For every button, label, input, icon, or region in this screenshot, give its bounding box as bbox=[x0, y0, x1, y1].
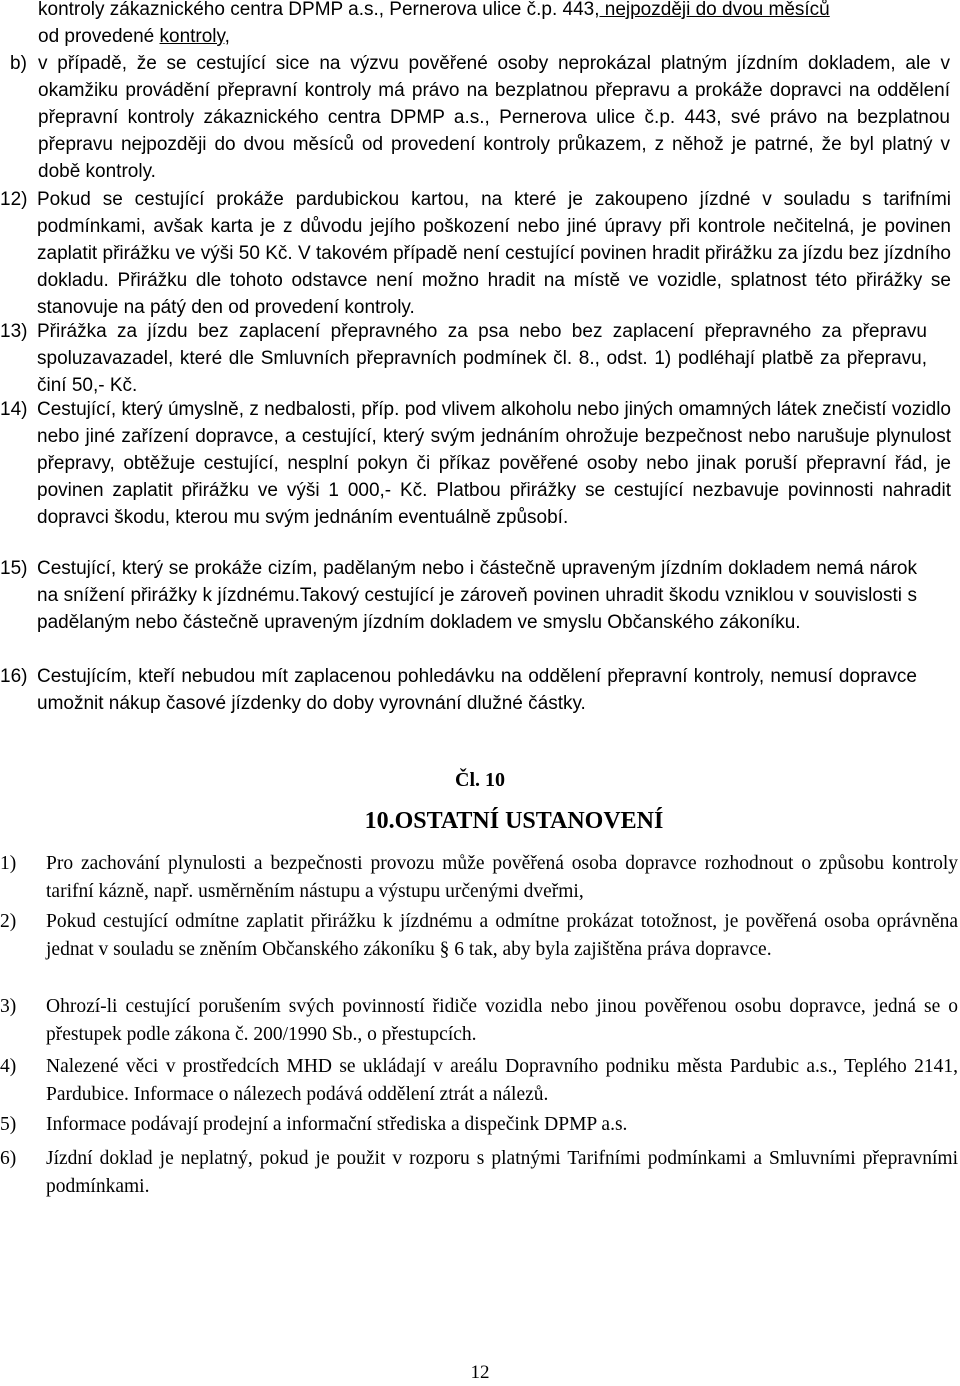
provision-2 bbox=[0, 908, 960, 998]
item-14 bbox=[0, 396, 952, 556]
provision-text: Ohrozí-li cestující porušením svých povinností řidiče vozidla nebo jinou pověřenou osobu dopravce, jedná se o přestupek podle zákona č. 200/1990 Sb., o přestupcích. bbox=[46, 996, 958, 1045]
provision-number: 5) bbox=[0, 1114, 17, 1135]
item-b-text: v případě, že se cestující sice na výzvu pověřené osoby neprokázal platným jízdním dokladem, ale v okamžiku provádění přepravní kontroly má právo na bezplatnou přepravu a prokáže dopravci na oddělení přepravní kontroly zákaznického centra DPMP a.s., Pernerova ulice č.p. 443, své právo na bezplatnou přepravu nejpozději do dvou měsíců od provedení kontroly průkazem, z něhož je patrné, že byl platný v době kontroly. bbox=[38, 53, 950, 182]
item-b bbox=[10, 50, 952, 190]
provision-5 bbox=[0, 1111, 960, 1141]
item-15 bbox=[0, 555, 952, 665]
continuation-line-2: od provedené kontroly, bbox=[38, 26, 230, 47]
item-number: 16) bbox=[0, 666, 28, 687]
provision-3 bbox=[0, 993, 960, 1053]
item-text: Cestujícím, kteří nebudou mít zaplacenou pohledávku na oddělení přepravní kontroly, nemusí dopravce umožnit nákup časové jízdenky do doby vyrovnání dlužné částky. bbox=[37, 666, 917, 714]
item-text: Cestující, který úmyslně, z nedbalosti, příp. pod vlivem alkoholu nebo jiných omamných látek znečistí vozidlo nebo jiné zařízení dopravce, a cestující, který svým jednáním ohrožuje bezpečnost nebo narušuje plynulost přepravy, obtěžuje cestující, nesplní pokyn či příkaz pověřené osoby nebo jinak poruší přepravní řád, je povinen zaplatit přirážku ve výši 1 000,- Kč. Platbou přirážky se cestující nezbavuje povinnosti nahradit dopravci škodu, kterou mu svým jednáním eventuálně způsobí. bbox=[37, 399, 951, 528]
provision-4 bbox=[0, 1053, 960, 1113]
provision-number: 4) bbox=[0, 1056, 17, 1077]
item-text: Pokud se cestující prokáže pardubickou kartou, na které je zakoupeno jízdné v souladu s tarifními podmínkami, avšak karta je z důvodu jejího poškození nebo jiné úpravy při kontrole nečitelná, je povinen zaplatit přirážku ve výši 50 Kč. V takovém případě není cestující povinen hradit přirážku za jízdu bez jízdního dokladu. Přirážku dle tohoto odstavce není možno hradit na místě ve vozidle, splatnost této přirážky se stanovuje na pátý den od provedení kontroly. bbox=[37, 189, 951, 318]
provision-6 bbox=[0, 1145, 960, 1205]
item-12 bbox=[0, 186, 952, 326]
item-13 bbox=[0, 318, 952, 398]
top-continuation bbox=[38, 0, 950, 50]
page-number: 12 bbox=[470, 1362, 490, 1383]
item-number: 14) bbox=[0, 399, 28, 420]
provision-text: Jízdní doklad je neplatný, pokud je použit v rozporu s platnými Tarifními podmínkami a Smluvními přepravními podmínkami. bbox=[46, 1148, 958, 1197]
item-b-label: b) bbox=[10, 53, 27, 74]
provision-number: 1) bbox=[0, 853, 17, 874]
continuation-line-1: kontroly zákaznického centra DPMP a.s., Pernerova ulice č.p. 443, nejpozději do dvou měsíců bbox=[38, 0, 830, 20]
provision-text: Pokud cestující odmítne zaplatit přirážku k jízdnému a odmítne prokázat totožnost, je pověřená osoba oprávněna jednat v souladu se zněním Občanského zákoníku § 6 tak, aby byla zajištěna práva dopravce. bbox=[46, 911, 958, 960]
provision-number: 6) bbox=[0, 1148, 17, 1169]
item-number: 12) bbox=[0, 189, 28, 210]
provision-text: Pro zachování plynulosti a bezpečnosti provozu může pověřená osoba dopravce rozhodnout o způsobu kontroly tarifní kázně, např. usměrněním nástupu a výstupu určenými dveřmi, bbox=[46, 853, 958, 902]
provision-number: 2) bbox=[0, 911, 17, 932]
provision-text: Nalezené věci v prostředcích MHD se ukládají v areálu Dopravního podniku města Pardubic a.s., Teplého 2141, Pardubice. Informace o nálezech podává oddělení ztrát a nálezů. bbox=[46, 1056, 958, 1105]
item-16 bbox=[0, 663, 952, 723]
item-number: 13) bbox=[0, 321, 28, 342]
item-text: Přirážka za jízdu bez zaplacení přepravného za psa nebo bez zaplacení přepravného za přepravu spoluzavazadel, které dle Smluvních přepravních podmínek čl. 8., odst. 1) podléhají platbě za přepravu, činí 50,- Kč. bbox=[37, 321, 927, 396]
provision-1 bbox=[0, 850, 960, 910]
article-title: 10.OSTATNÍ USTANOVENÍ bbox=[364, 808, 664, 834]
item-text: Cestující, který se prokáže cizím, padělaným nebo i částečně upraveným jízdním dokladem nemá nárok na snížení přirážky k jízdnému.Takový cestující je zároveň povinen uhradit škodu vzniklou v souvislosti s padělaným nebo částečně upraveným jízdním dokladem ve smyslu Občanského zákoníku. bbox=[37, 558, 917, 633]
provision-number: 3) bbox=[0, 996, 17, 1017]
provision-text: Informace podávají prodejní a informační střediska a dispečink DPMP a.s. bbox=[46, 1114, 628, 1135]
article-number: Čl. 10 bbox=[455, 769, 505, 791]
item-number: 15) bbox=[0, 558, 28, 579]
